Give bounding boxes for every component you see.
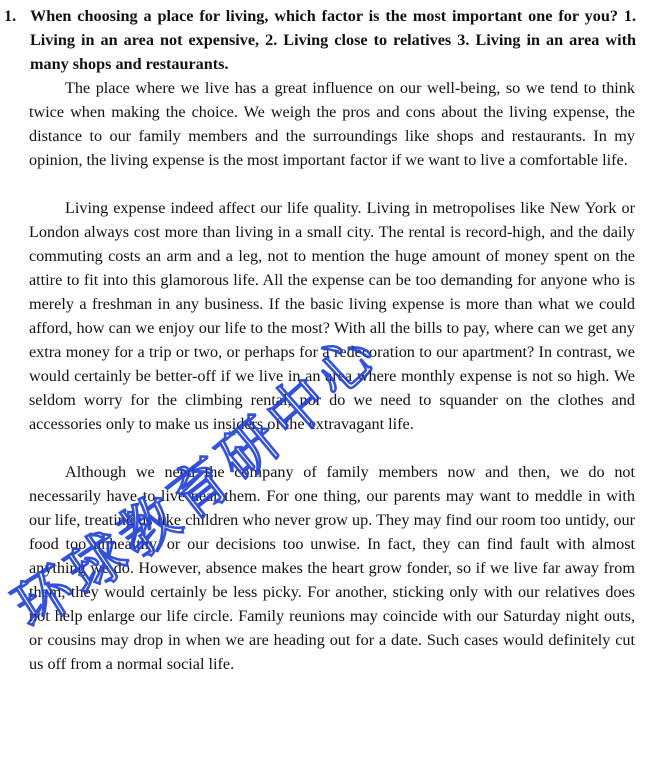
essay-body [29, 76, 635, 676]
essay-paragraph-3: Although we need the company of family members now and then, we do not necessarily have to live near them. For one thing, our parents may want to meddle in with our life, treating us like children who never grow up. They may find our room too untidy, our food too unhealthy, or our decisions too unwise. In fact, they can find fault with almost anything we do. However, absence makes the heart grow fonder, so if we live far away from them, they would certainly be less picky. For another, sticking only with our relatives does not help enlarge our life circle. Family reunions may coincide with our Saturday night outs, or cousins may drop in when we are heading out for a date. Such cases would definitely cut us off from a normal social life. [29, 463, 635, 673]
watermark-text: 环球教育研中心 [1, 316, 394, 643]
question-text: When choosing a place for living, which factor is the most important one for you? 1. Living in an area not expensive, 2. Living close to relatives 3. Living in an area with many shops and restaurants. [30, 7, 636, 73]
question-number: 1. [4, 7, 17, 25]
essay-paragraph-2: Living expense indeed affect our life quality. Living in metropolises like New York or London always cost more than living in a small city. The rental is record-high, and the daily commuting costs an arm and a leg, not to mention the huge amount of money spent on the attire to fit into this glamorous life. All the expense can be too demanding for anyone who is merely a freshman in any business. If the basic living expense is more than what we could afford, how can we enjoy our life to the most? With all the bills to pay, where can we get any extra money for a trip or two, or perhaps for a redecoration to our apartment? In contrast, we would certainly be better-off if we live in an area where monthly expense is not so high. We seldom worry for the climbing rental, nor do we need to squander on the clothes and accessories only to make us insiders of the extravagant life. [29, 199, 635, 433]
question-heading [4, 4, 636, 76]
essay-paragraph-1: The place where we live has a great influence on our well-being, so we tend to think twice when making the choice. We weigh the pros and cons about the living expense, the distance to our family members and the surroundings like shops and restaurants. In my opinion, the living expense is the most important factor if we want to live a comfortable life. [29, 79, 635, 169]
